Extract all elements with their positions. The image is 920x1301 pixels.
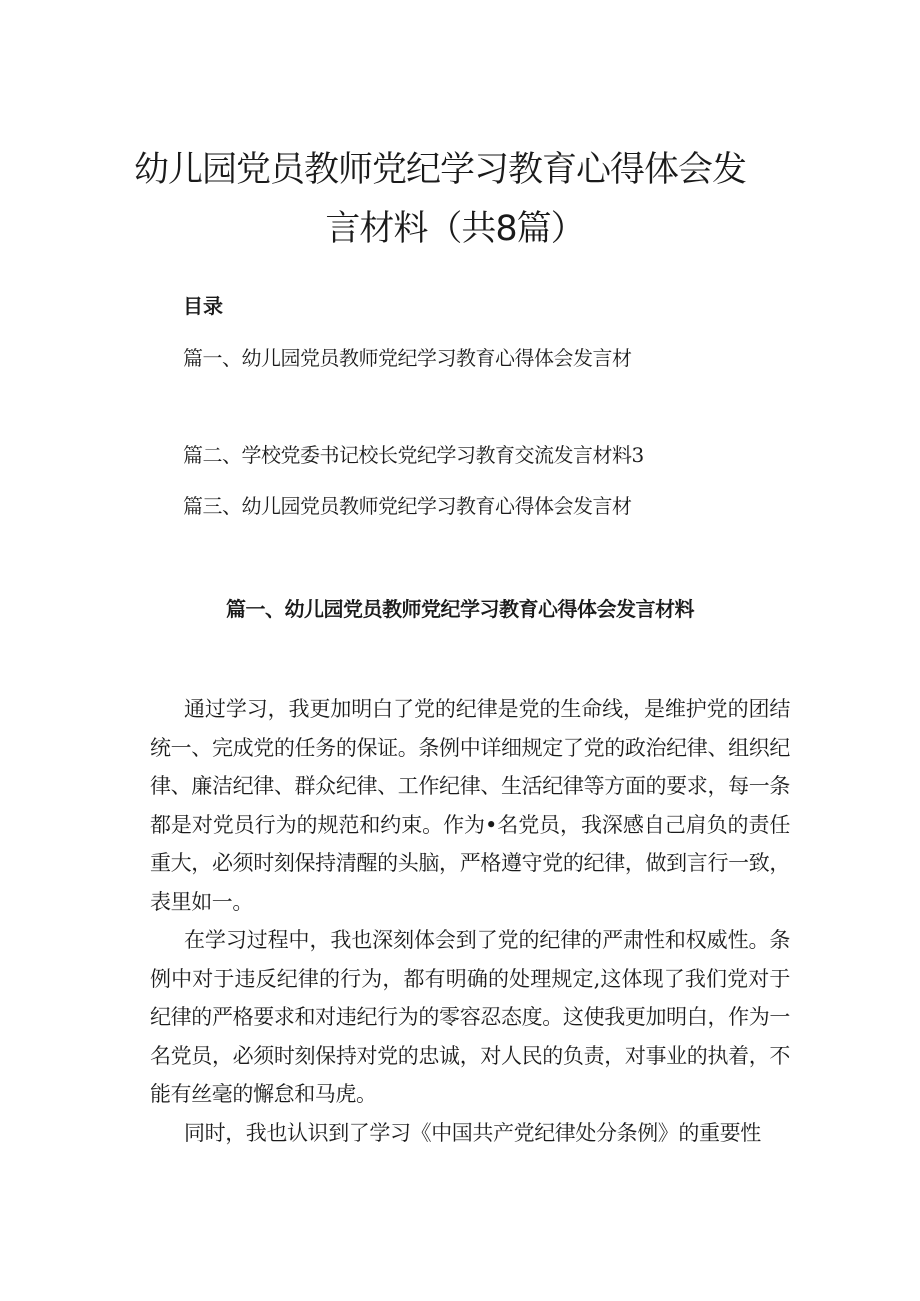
toc-item-1[interactable]: 篇一、幼儿园党员教师党纪学习教育心得体会发言材 (183, 346, 632, 370)
paragraph-1: 通过学习，我更加明白了党的纪律是党的生命线，是维护党的团结统一、完成党的任务的保证。条例中详细规定了党的政治纪律、组织纪律、廉洁纪律、群众纪律、工作纪律、生活纪律等方面的要求，每一条都是对党员行为的规范和约束。作为•名党员，我深感自己肩负的责任重大，必须时刻保持清醒的头脑，严格遵守党的纪律，做到言行一致，表里如一。 (150, 697, 790, 914)
document-title-line-2: 言材料（共8篇） (325, 209, 585, 249)
toc-heading: 目录 (183, 294, 223, 318)
paragraph-3: 同时，我也认识到了学习《中国共产党纪律处分条例》的重要性 (184, 1120, 761, 1145)
section-heading: 篇一、幼儿园党员教师党纪学习教育心得体会发言材料 (226, 597, 694, 621)
toc-item-3[interactable]: 篇三、幼儿园党员教师党纪学习教育心得体会发言材 (183, 494, 632, 518)
toc-item-2[interactable]: 篇二、学校党委书记校长党纪学习教育交流发言材料3 (183, 443, 644, 467)
paragraph-2: 在学习过程中，我也深刻体会到了党的纪律的严肃性和权威性。条例中对于违反纪律的行为，都有明确的处理规定,这体现了我们党对于纪律的严格要求和对违纪行为的零容忍态度。这使我更加明白，作为一名党员，必须时刻保持对党的忠诚，对人民的负责，对事业的执着，不能有丝毫的懈怠和马虎。 (150, 928, 790, 1106)
body-text (150, 690, 790, 1152)
document-title-line-1: 幼儿园党员教师党纪学习教育心得体会发 (133, 150, 746, 190)
